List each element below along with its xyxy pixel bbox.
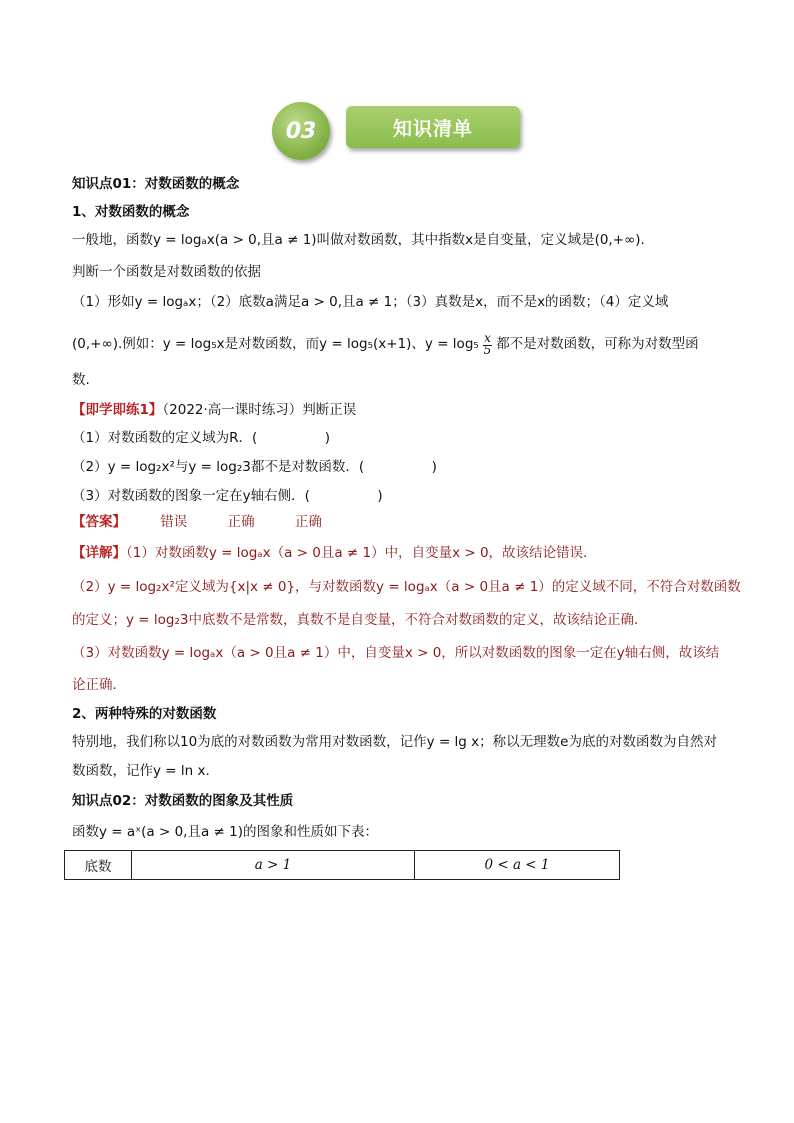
subheading-concept: 1、对数函数的概念 xyxy=(72,204,190,220)
fraction-numerator: x xyxy=(484,331,491,345)
section-header xyxy=(272,98,532,160)
special-functions-line-1: 特别地，我们称以10为底的对数函数为常用对数函数，记作y = lg x；称以无理数e为底的对数函数为自然对 xyxy=(72,734,717,750)
answer-2: 正确 xyxy=(227,514,255,530)
table-intro: 函数y = aˣ(a > 0,且a ≠ 1)的图象和性质如下表： xyxy=(72,824,378,840)
answer-3: 正确 xyxy=(294,514,322,530)
properties-table xyxy=(64,850,620,880)
detail-line-3a: （3）对数函数y = logₐx（a > 0且a ≠ 1）中，自变量x > 0，所以对数函数的图象一定在y轴右侧，故该结 xyxy=(72,645,720,661)
subheading-special-functions: 2、两种特殊的对数函数 xyxy=(72,706,217,722)
exercise-source: （2022·高一课时练习）判断正误 xyxy=(162,402,357,418)
exercise-q3: （3）对数函数的图象一定在y轴右侧．( ) xyxy=(72,488,383,504)
answer-tag: 【答案】 xyxy=(72,514,126,530)
answer-line xyxy=(72,512,322,532)
detail-1-text: （1）对数函数y = logₐx（a > 0且a ≠ 1）中，自变量x > 0，故该结论错误． xyxy=(126,545,597,561)
answer-1: 错误 xyxy=(160,514,188,530)
section-title-banner: 知识清单 xyxy=(346,106,520,148)
criteria-line-3: 数. xyxy=(72,372,90,388)
table-header-a-between-0-1: 0 < a < 1 xyxy=(415,851,620,880)
criteria-line-1: （1）形如y = logₐx；（2）底数a满足a > 0,且a ≠ 1；（3）真数是x，而不是x的函数；（4）定义域 xyxy=(72,294,669,310)
section-number-badge: 03 xyxy=(272,102,330,160)
criteria-line-2b: 都不是对数函数，可称为对数型函 xyxy=(496,336,699,352)
detail-tag: 【详解】 xyxy=(72,545,126,561)
criteria-line-2 xyxy=(72,332,699,356)
detail-line-1 xyxy=(72,543,597,563)
detail-line-3b: 论正确． xyxy=(72,677,126,693)
criteria-title: 判断一个函数是对数函数的依据 xyxy=(72,264,261,280)
criteria-line-2a: (0,+∞).例如：y = log₅x是对数函数，而y = log₅(x+1)、y = log₅ xyxy=(72,336,479,352)
exercise-heading xyxy=(72,400,356,420)
exercise-q1: （1）对数函数的定义域为R．( ) xyxy=(72,430,331,446)
detail-line-2a: （2）y = log₂x²定义域为{x|x ≠ 0}，与对数函数y = logₐx（a > 0且a ≠ 1）的定义域不同，不符合对数函数 xyxy=(72,579,741,595)
table-header-base: 底数 xyxy=(65,851,132,880)
knowledge-point-1-title: 知识点01：对数函数的概念 xyxy=(72,176,240,192)
exercise-tag: 【即学即练1】 xyxy=(72,402,163,418)
fraction-denominator: 5 xyxy=(483,343,492,357)
definition-text: 一般地，函数y = logₐx(a > 0,且a ≠ 1)叫做对数函数，其中指数x是自变量，定义域是(0,+∞). xyxy=(72,232,645,248)
table-row xyxy=(65,851,620,880)
knowledge-point-2-title: 知识点02：对数函数的图象及其性质 xyxy=(72,793,294,809)
special-functions-line-2: 数函数，记作y = ln x. xyxy=(72,763,210,779)
detail-line-2b: 的定义；y = log₂3中底数不是常数，真数不是自变量，不符合对数函数的定义，故该结论正确． xyxy=(72,612,648,628)
table-header-a-gt-1: a > 1 xyxy=(132,851,415,880)
fraction-x-over-5 xyxy=(483,332,492,356)
exercise-q2: （2）y = log₂x²与y = log₂3都不是对数函数．( ) xyxy=(72,459,437,475)
